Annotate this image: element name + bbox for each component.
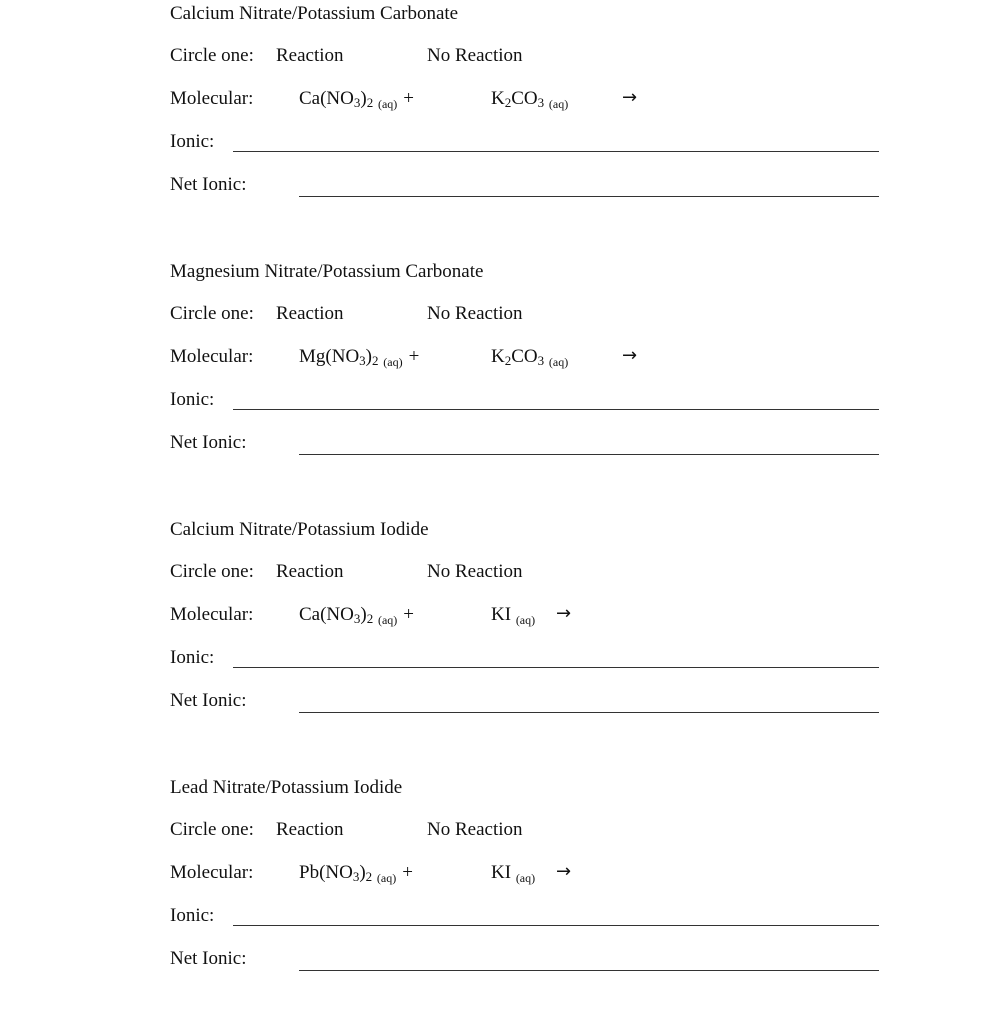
circle-one-label: Circle one: <box>170 819 254 840</box>
circle-one-row <box>170 818 523 842</box>
net-ionic-row <box>170 689 880 713</box>
right-arrow-icon: → <box>622 345 638 366</box>
ionic-row <box>170 646 880 670</box>
no-reaction-option[interactable]: No Reaction <box>427 819 523 840</box>
ionic-row <box>170 130 880 154</box>
reactant-1: $Mg(NO_3)_2$ $_{(aq)}$ + <box>299 346 420 369</box>
plus-sign: + <box>402 862 413 883</box>
net-ionic-answer-blank[interactable] <box>299 969 879 971</box>
net-ionic-answer-blank[interactable] <box>299 453 879 455</box>
right-arrow-icon: → <box>556 603 572 624</box>
circle-one-label: Circle one: <box>170 303 254 324</box>
circle-one-row <box>170 44 523 68</box>
ionic-row <box>170 388 880 412</box>
net-ionic-label: Net Ionic: <box>170 948 247 969</box>
reactant-2: KI $_{(aq)}$ <box>491 862 536 885</box>
ionic-label: Ionic: <box>170 905 215 926</box>
net-ionic-answer-blank[interactable] <box>299 195 879 197</box>
plus-sign: + <box>403 88 415 109</box>
reaction-option[interactable]: Reaction <box>276 303 344 324</box>
reaction-option[interactable]: Reaction <box>276 561 344 582</box>
reactant-2: KI $_{(aq)}$ <box>491 604 536 627</box>
reactant-2: $K_2CO_3$ $_{(aq)}$ <box>491 346 569 369</box>
net-ionic-answer-blank[interactable] <box>299 711 879 713</box>
net-ionic-label: Net Ionic: <box>170 174 247 195</box>
molecular-label: Molecular: <box>170 88 254 109</box>
no-reaction-option[interactable]: No Reaction <box>427 45 523 66</box>
circle-one-label: Circle one: <box>170 561 254 582</box>
molecular-label: Molecular: <box>170 346 254 367</box>
no-reaction-option[interactable]: No Reaction <box>427 303 523 324</box>
worksheet-section-lead-nitrate-potassium-iodide <box>170 774 880 989</box>
worksheet-section-magnesium-nitrate-potassium-carbonate <box>170 258 880 473</box>
net-ionic-label: Net Ionic: <box>170 690 247 711</box>
molecular-row <box>170 861 880 887</box>
worksheet-section-calcium-nitrate-potassium-iodide <box>170 516 880 731</box>
ionic-label: Ionic: <box>170 389 215 410</box>
right-arrow-icon: → <box>622 87 638 108</box>
ionic-label: Ionic: <box>170 647 215 668</box>
plus-sign: + <box>403 604 415 625</box>
molecular-label: Molecular: <box>170 862 254 883</box>
molecular-label: Molecular: <box>170 604 254 625</box>
reactant-2: $K_2CO_3$ $_{(aq)}$ <box>491 88 569 111</box>
section-title: Calcium Nitrate/Potassium Carbonate <box>170 3 459 24</box>
section-title: Lead Nitrate/Potassium Iodide <box>170 777 403 798</box>
molecular-row <box>170 603 880 629</box>
reactant-1: $Pb(NO_3)_2$ $_{(aq)}$ + <box>299 862 413 885</box>
ionic-row <box>170 904 880 928</box>
right-arrow-icon: → <box>556 861 572 882</box>
worksheet-section-calcium-nitrate-potassium-carbonate <box>170 0 880 215</box>
section-title: Magnesium Nitrate/Potassium Carbonate <box>170 261 484 282</box>
reaction-option[interactable]: Reaction <box>276 819 344 840</box>
ionic-answer-blank[interactable] <box>233 924 879 926</box>
reactant-1: $Ca(NO_3)_2$ $_{(aq)}$ + <box>299 604 415 627</box>
net-ionic-row <box>170 431 880 455</box>
net-ionic-label: Net Ionic: <box>170 432 247 453</box>
ionic-answer-blank[interactable] <box>233 666 879 668</box>
net-ionic-row <box>170 173 880 197</box>
circle-one-row <box>170 302 523 326</box>
ionic-answer-blank[interactable] <box>233 408 879 410</box>
molecular-row <box>170 87 880 113</box>
plus-sign: + <box>408 346 420 367</box>
reaction-option[interactable]: Reaction <box>276 45 344 66</box>
section-title: Calcium Nitrate/Potassium Iodide <box>170 519 429 540</box>
no-reaction-option[interactable]: No Reaction <box>427 561 523 582</box>
circle-one-label: Circle one: <box>170 45 254 66</box>
ionic-answer-blank[interactable] <box>233 150 879 152</box>
molecular-row <box>170 345 880 371</box>
net-ionic-row <box>170 947 880 971</box>
ionic-label: Ionic: <box>170 131 215 152</box>
circle-one-row <box>170 560 523 584</box>
reactant-1: $Ca(NO_3)_2$ $_{(aq)}$ + <box>299 88 415 111</box>
